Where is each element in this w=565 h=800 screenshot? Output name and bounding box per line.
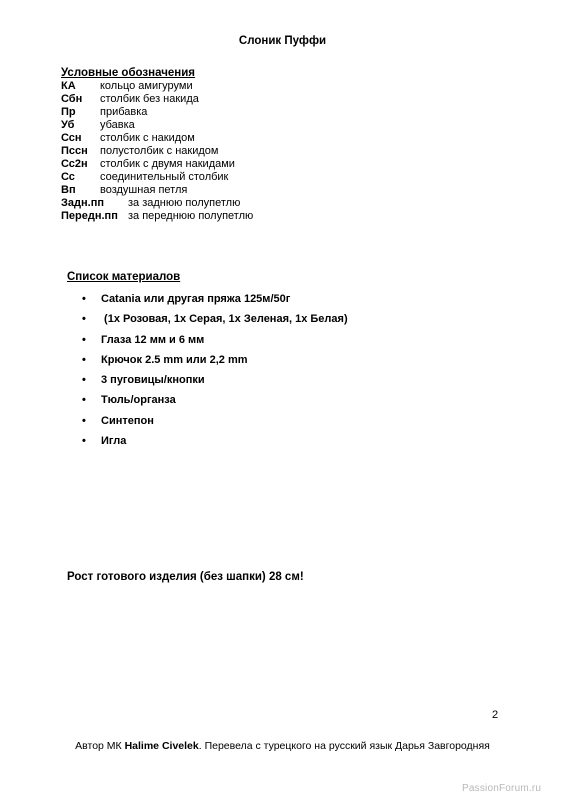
abbreviations-legend (61, 67, 254, 223)
legend-abbr: Сс (61, 171, 75, 183)
finished-height-note: Рост готового изделия (без шапки) 28 см! (67, 571, 304, 583)
legend-desc: полустолбик с накидом (100, 145, 219, 157)
material-text: 3 пуговицы/кнопки (101, 374, 205, 387)
legend-desc: столбик без накида (100, 93, 199, 105)
legend-abbr: Пр (61, 106, 76, 118)
bullet-icon: • (82, 394, 86, 407)
legend-row (61, 158, 235, 171)
legend-row (61, 80, 195, 93)
material-text: Catania или другая пряжа 125м/50г (101, 293, 291, 305)
bullet-icon: • (82, 333, 86, 346)
legend-abbr: Ссн (61, 132, 82, 144)
legend-abbr: Сс2н (61, 158, 88, 170)
legend-abbr: Передн.пп (61, 210, 118, 222)
materials-heading: Список материалов (67, 271, 181, 283)
legend-abbr: Сбн (61, 93, 83, 105)
legend-row (61, 93, 199, 106)
legend-row (61, 119, 195, 132)
bullet-icon: • (82, 414, 86, 427)
legend-row (61, 145, 219, 158)
legend-row (61, 184, 195, 197)
legend-desc: воздушная петля (100, 184, 188, 196)
bullet-icon: • (82, 293, 86, 305)
legend-desc: столбик с накидом (100, 132, 195, 144)
footer-author: Halime Civelek (124, 740, 199, 752)
legend-abbr: Пссн (61, 145, 88, 157)
page-number: 2 (492, 709, 499, 721)
bullet-icon: • (82, 374, 86, 387)
legend-abbr: Задн.пп (61, 197, 104, 209)
legend-desc: столбик с двумя накидами (100, 158, 235, 170)
material-text: (1х Розовая, 1х Серая, 1х Зеленая, 1х Белая) (101, 313, 348, 326)
page-title: Слоник Пуффи (238, 35, 327, 47)
legend-desc: за заднюю полупетлю (128, 197, 241, 209)
material-text: Игла (101, 435, 127, 448)
legend-desc: прибавка (100, 106, 148, 118)
bullet-icon: • (82, 313, 86, 326)
site-watermark: PassionForum.ru (462, 783, 542, 794)
legend-desc: соединительный столбик (100, 171, 229, 183)
legend-abbr: КА (61, 80, 76, 92)
legend-heading: Условные обозначения (61, 67, 196, 79)
legend-row (61, 171, 229, 184)
legend-row (61, 197, 241, 210)
footer-credits (0, 740, 565, 752)
legend-row (61, 106, 195, 119)
material-text: Глаза 12 мм и 6 мм (101, 333, 205, 346)
footer-prefix: Автор МК (75, 740, 125, 752)
material-text: Крючок 2.5 mm или 2,2 mm (101, 353, 248, 366)
legend-desc: кольцо амигуруми (100, 80, 193, 92)
legend-abbr: Уб (61, 119, 75, 131)
legend-desc: за переднюю полупетлю (128, 210, 254, 222)
legend-abbr: Вп (61, 184, 76, 196)
material-text: Синтепон (101, 414, 154, 427)
footer-suffix: . Перевела с турецкого на русский язык Дарья Завгородняя (198, 740, 490, 752)
legend-desc: убавка (100, 119, 135, 131)
bullet-icon: • (82, 435, 86, 448)
legend-row (61, 210, 254, 223)
legend-row (61, 132, 195, 145)
bullet-icon: • (82, 353, 86, 366)
material-text: Тюль/органза (101, 394, 176, 407)
